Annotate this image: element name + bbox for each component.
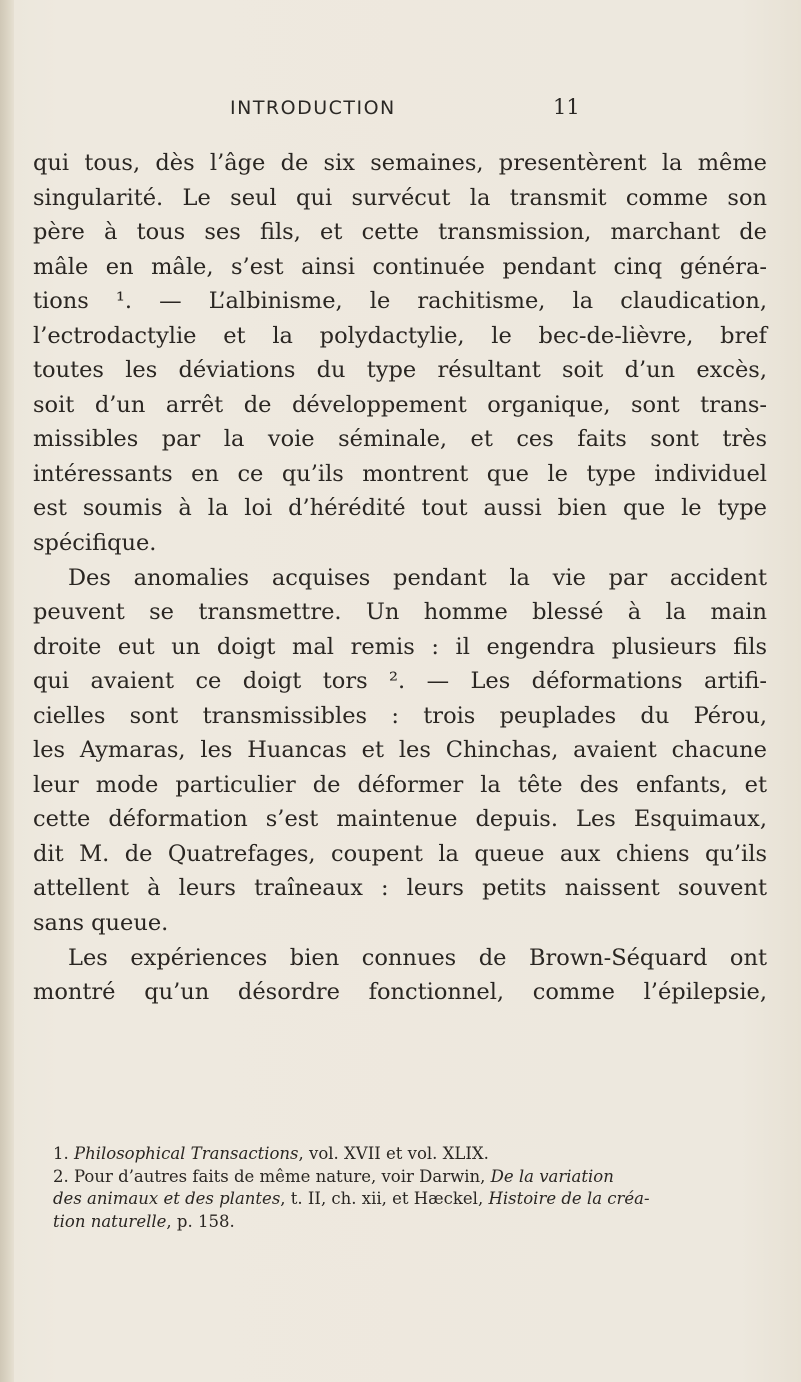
text-line: père à tous ses fils, et cette transmission, marchant de [33,219,767,246]
text-line: leur mode particulier de déformer la tête des enfants, et [33,771,767,798]
text-line: dit M. de Quatrefages, coupent la queue aux chiens qu’ils [33,840,767,867]
footnote-2 [53,1166,743,1189]
text-line: singularité. Le seul qui survécut la transmit comme son [33,184,767,211]
footnote-number: 2. [53,1166,69,1186]
paragraph-start-line: Des anomalies acquises pendant la vie par accident [68,564,767,591]
text-line: qui avaient ce doigt tors ². — Les déformations artifi- [33,668,767,695]
text-line: soit d’un arrêt de développement organique, sont trans- [33,391,767,418]
footnote-title: Philosophical Transactions [74,1144,299,1163]
text-line: qui tous, dès l’âge de six semaines, presentèrent la même [33,150,767,176]
footnote-text: Pour d’autres faits de même nature, voir Darwin, [74,1166,486,1186]
text-line: toutes les déviations du type résultant soit d’un excès, [33,357,767,384]
footnote-title: De la variation [490,1166,614,1186]
text-line: sans queue. [33,910,169,937]
footnote-text: , p. 158. [166,1211,235,1231]
text-line: intéressants en ce qu’ils montrent que le type individuel [33,460,767,487]
text-line: droite eut un doigt mal remis : il engendra plusieurs fils [33,633,767,660]
body-text [33,146,767,1010]
paragraph-start-line: Les expériences bien connues de Brown-Séquard ont [68,944,767,971]
text-line: cielles sont transmissibles : trois peuplades du Pérou, [33,702,767,729]
footnote-title: tion naturelle [53,1211,167,1231]
footnotes [53,1143,743,1233]
running-title: INTRODUCTION [230,97,396,119]
page-header [0,97,801,127]
footnote-text: , vol. XVII et vol. XLIX. [298,1144,489,1163]
footnote-1 [53,1143,743,1166]
text-line: mâle en mâle, s’est ainsi continuée pendant cinq généra- [33,253,767,280]
footnote-2-cont [53,1188,743,1211]
page-number: 11 [553,95,580,119]
text-line: peuvent se transmettre. Un homme blessé à la main [33,599,767,626]
footnote-title: des animaux et des plantes [53,1189,281,1208]
footnote-title: Histoire de la créa- [488,1189,650,1208]
text-line: missibles par la voie séminale, et ces faits sont très [33,426,767,453]
footnote-text: , t. II, ch. xii, et Hæckel, [280,1189,484,1208]
text-line: cette déformation s’est maintenue depuis. Les Esquimaux, [33,806,767,833]
text-line: l’ectrodactylie et la polydactylie, le bec-de-lièvre, bref [33,322,767,349]
text-line: est soumis à la loi d’hérédité tout aussi bien que le type [33,495,767,522]
text-line: montré qu’un désordre fonctionnel, comme l’épilepsie, [33,979,767,1006]
footnote-number: 1. [53,1144,69,1163]
text-line: les Aymaras, les Huancas et les Chinchas, avaient chacune [33,737,767,764]
footnote-2-cont [53,1211,743,1234]
text-line: spécifique. [33,530,157,557]
page-spine-shadow [0,0,14,1382]
text-line: tions ¹. — L’albinisme, le rachitisme, la claudication, [33,288,767,315]
text-line: attellent à leurs traîneaux : leurs petits naissent souvent [33,875,767,902]
